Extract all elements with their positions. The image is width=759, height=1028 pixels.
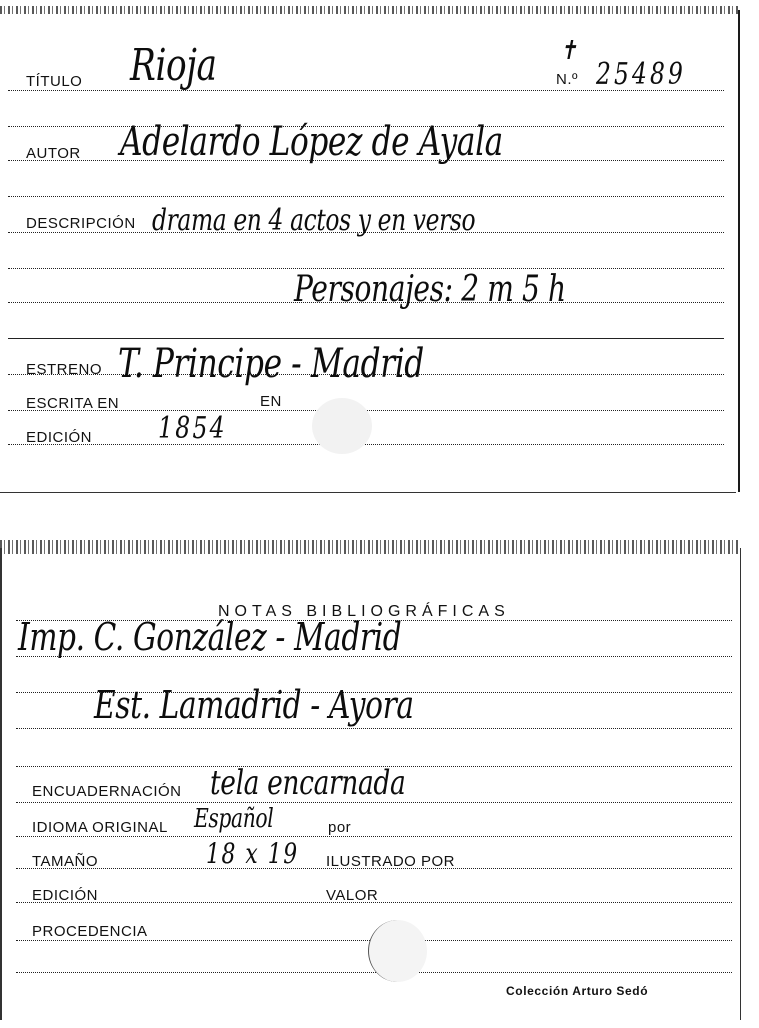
ruled-line <box>8 338 724 339</box>
edicion-value: 1854 <box>158 411 227 446</box>
procedencia-label: PROCEDENCIA <box>32 923 148 940</box>
smudge-mark <box>368 920 427 982</box>
idioma-original-value: Español <box>194 804 274 834</box>
autor-label: AUTOR <box>26 145 81 162</box>
en-label: EN <box>260 393 282 410</box>
encuadernacion-value: tela encarnada <box>210 763 406 803</box>
ruled-line <box>8 444 724 445</box>
edicion-label: EDICIÓN <box>32 887 99 904</box>
edicion-label: EDICIÓN <box>26 429 93 446</box>
escrita-en-label: ESCRITA EN <box>26 395 120 412</box>
notas-heading: NOTAS BIBLIOGRÁFICAS <box>218 603 510 620</box>
collection-credit: Colección Arturo Sedó <box>506 984 649 998</box>
titulo-value: Rioja <box>130 40 217 91</box>
tamano-label: TAMAÑO <box>32 853 99 870</box>
autor-value: Adelardo López de Ayala <box>120 119 503 165</box>
ruled-line <box>16 728 732 729</box>
tamano-value: 18 x 19 <box>206 837 299 870</box>
cross-mark: ✝ <box>560 36 577 66</box>
numero-label: N.º <box>556 71 578 88</box>
idioma-original-label: IDIOMA ORIGINAL <box>32 819 168 836</box>
personajes-value: Personajes: 2 m 5 h <box>294 269 566 310</box>
nota-2-value: Est. Lamadrid - Ayora <box>94 683 414 727</box>
estreno-value: T. Principe - Madrid <box>118 341 424 387</box>
ruled-line <box>8 196 724 197</box>
ilustrado-por-label: ILUSTRADO POR <box>326 853 456 870</box>
nota-1-value: Imp. C. González - Madrid <box>18 615 402 659</box>
top-catalog-card <box>0 10 740 492</box>
ruled-line <box>16 972 732 973</box>
ruled-line <box>16 836 732 837</box>
estreno-label: ESTRENO <box>26 361 103 378</box>
descripcion-value: drama en 4 actos y en verso <box>152 203 476 238</box>
bottom-catalog-card <box>0 548 741 1020</box>
smudge-mark <box>312 398 372 454</box>
numero-value: 25489 <box>596 57 687 92</box>
por-label: por <box>328 819 352 836</box>
card-divider <box>0 492 736 493</box>
valor-label: VALOR <box>326 887 379 904</box>
titulo-label: TÍTULO <box>26 73 83 90</box>
descripcion-label: DESCRIPCIÓN <box>26 215 136 232</box>
encuadernacion-label: ENCUADERNACIÓN <box>32 783 182 800</box>
